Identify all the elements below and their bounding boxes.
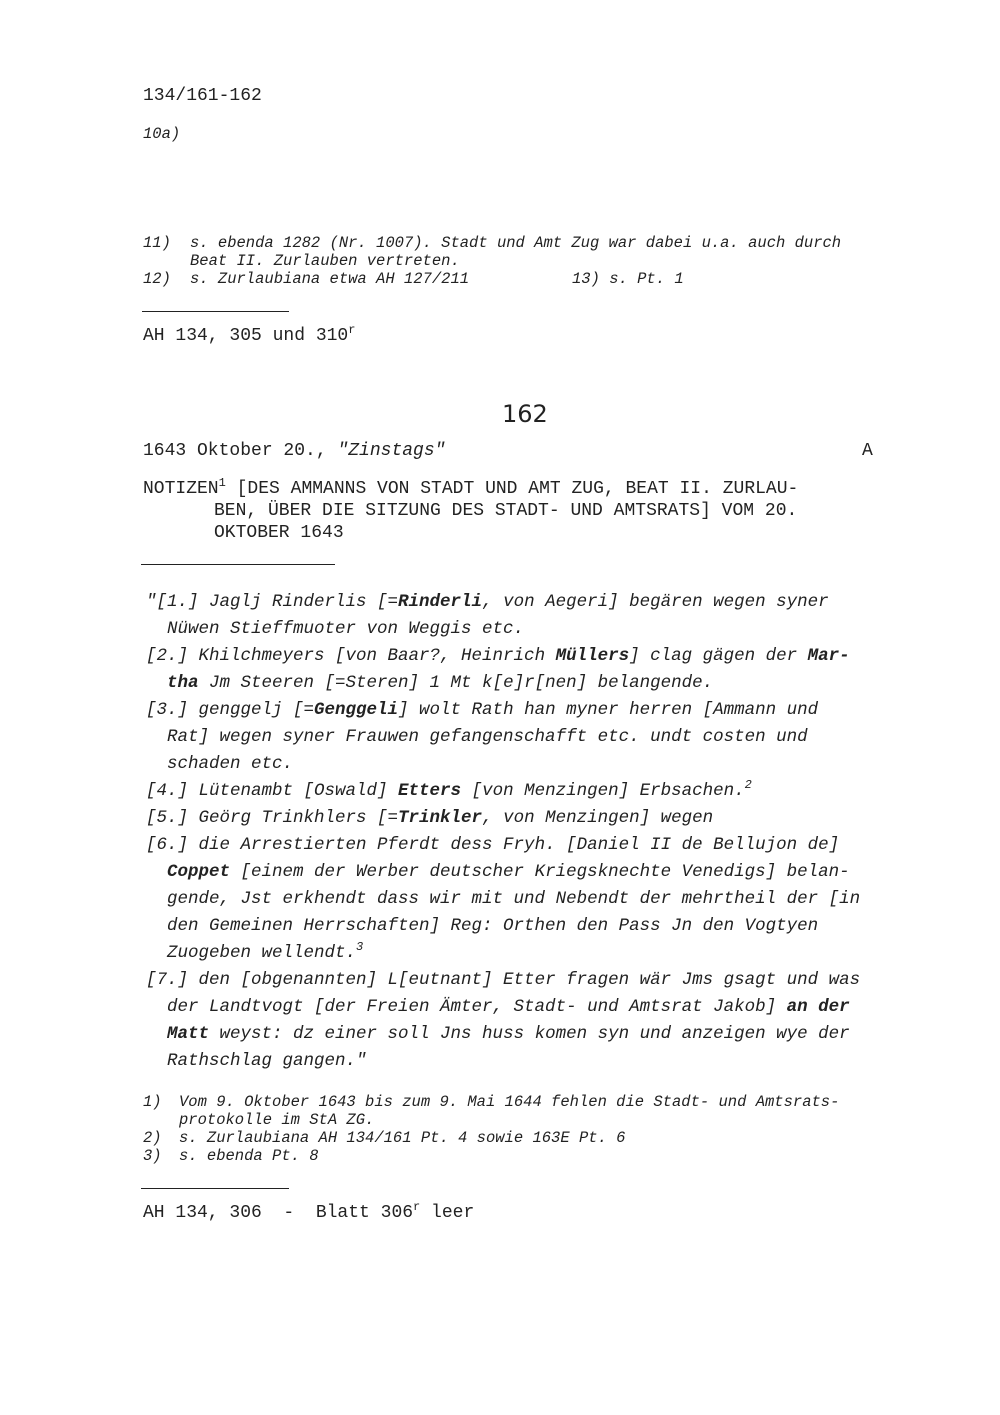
footnote-3-number: 3) bbox=[143, 1147, 162, 1165]
heading-rule bbox=[141, 564, 335, 565]
entry-1: "[1.] Jaglj Rinderlis [=Rinderli, von Aegeri] begären wegen syner bbox=[146, 592, 829, 612]
footnote-11-line1: s. ebenda 1282 (Nr. 1007). Stadt und Amt Zug war dabei u.a. auch durch bbox=[190, 234, 842, 252]
date-line: 1643 Oktober 20., "Zinstags" bbox=[143, 441, 446, 461]
document-number: 162 bbox=[502, 400, 548, 428]
entry-2: [2.] Khilchmeyers [von Baar?, Heinrich Müllers] clag gägen der Mar- bbox=[146, 646, 850, 666]
footer-rule bbox=[141, 1188, 289, 1189]
note-10a: 10a) bbox=[143, 125, 181, 143]
footnote-3-text: s. ebenda Pt. 8 bbox=[179, 1147, 319, 1165]
version-letter: A bbox=[862, 441, 873, 461]
entry-5: [5.] Geörg Trinkhlers [=Trinkler, von Menzingen] wegen bbox=[146, 808, 714, 828]
document-heading: NOTIZEN$^1$ [DES AMMANNS VON STADT UND AMT ZUG, BEAT II. ZURLAU- BEN, ÜBER DIE SITZUNG DES STADT- UND AMTSRATS] VOM 20. OKTOBER 1643 bbox=[143, 476, 799, 543]
footnote-2-number: 2) bbox=[143, 1129, 162, 1147]
footnote-2-text: s. Zurlaubiana AH 134/161 Pt. 4 sowie 163E Pt. 6 bbox=[179, 1129, 626, 1147]
entry-6: [6.] die Arrestierten Pferdt dess Fryh. [Daniel II de Bellujon de] bbox=[146, 835, 840, 855]
footnote-12-number: 12) bbox=[143, 270, 171, 288]
footnote-1-line1: Vom 9. Oktober 1643 bis zum 9. Mai 1644 fehlen die Stadt- und Amtsrats- bbox=[179, 1093, 840, 1111]
footnote-1-line2: protokolle im StA ZG. bbox=[179, 1111, 375, 1129]
footnote-1-number: 1) bbox=[143, 1093, 162, 1111]
entry-3: [3.] genggelj [=Genggeli] wolt Rath han myner herren [Ammann und bbox=[146, 700, 819, 720]
footnote-12-text: s. Zurlaubiana etwa AH 127/211 bbox=[190, 270, 470, 288]
entry-4: [4.] Lütenambt [Oswald] Etters [von Menzingen] Erbsachen.$^2$ bbox=[146, 778, 752, 801]
footnote-11-line2: Beat II. Zurlauben vertreten. bbox=[190, 252, 460, 270]
entry-7: [7.] den [obgenannten] L[eutnant] Etter fragen wär Jms gsagt und was bbox=[146, 970, 861, 990]
footnote-11-number: 11) bbox=[143, 234, 171, 252]
transcription-body: "[1.] Jaglj Rinderlis [=Rinderli, von Aegeri] begären wegen syner Nüwen Stieffmuoter von Weggis etc. [2.] Khilchmeyers [von Baar?, Heinrich Müllers] clag gägen der Mar- tha Jm Steeren [=Steren] 1 Mt k[e]r[nen] belangende. [3.] genggelj [=Genggeli] wolt Rath han myner herren [Ammann und Rat] wegen syner Frauwen gefangenschafft etc. undt costen und schaden etc. [4.] Lütenambt [Oswald] Etters [von Menzingen] Erbsachen.$^2$ [5.] Geörg Trinkhlers [=Trinkler, von Menzingen] wegen [6.] die Arrestierten Pferdt dess Fryh. [Daniel II de Bellujon de] Coppet [einem der Werber deutscher Kriegsknechte Venedigs] belan- gende, Jst erkhendt dass wir mit und Nebendt der mehrtheil der [in den Gemeinen Herrschaften] Reg: Orthen den Pass Jn den Vogtyen Zuogeben wellendt.$^3$ [7.] den [obgenannten] L[eutnant] Etter fragen wär Jms gsagt und was der Landtvogt [der Freien Ämter, Stadt- und Amtsrat Jakob] an der Matt weyst: dz einer soll Jns huss komen syn und anzeigen wye der Rathschlag gangen." bbox=[146, 589, 926, 1075]
footnote-13-text: 13) s. Pt. 1 bbox=[572, 270, 684, 288]
separator-rule bbox=[142, 311, 289, 312]
page-reference: 134/161-162 bbox=[143, 86, 262, 106]
source-reference-previous: AH 134, 305 und 310$^r$ bbox=[143, 323, 356, 346]
source-reference: AH 134, 306 - Blatt 306$^r$ leer bbox=[143, 1200, 475, 1223]
